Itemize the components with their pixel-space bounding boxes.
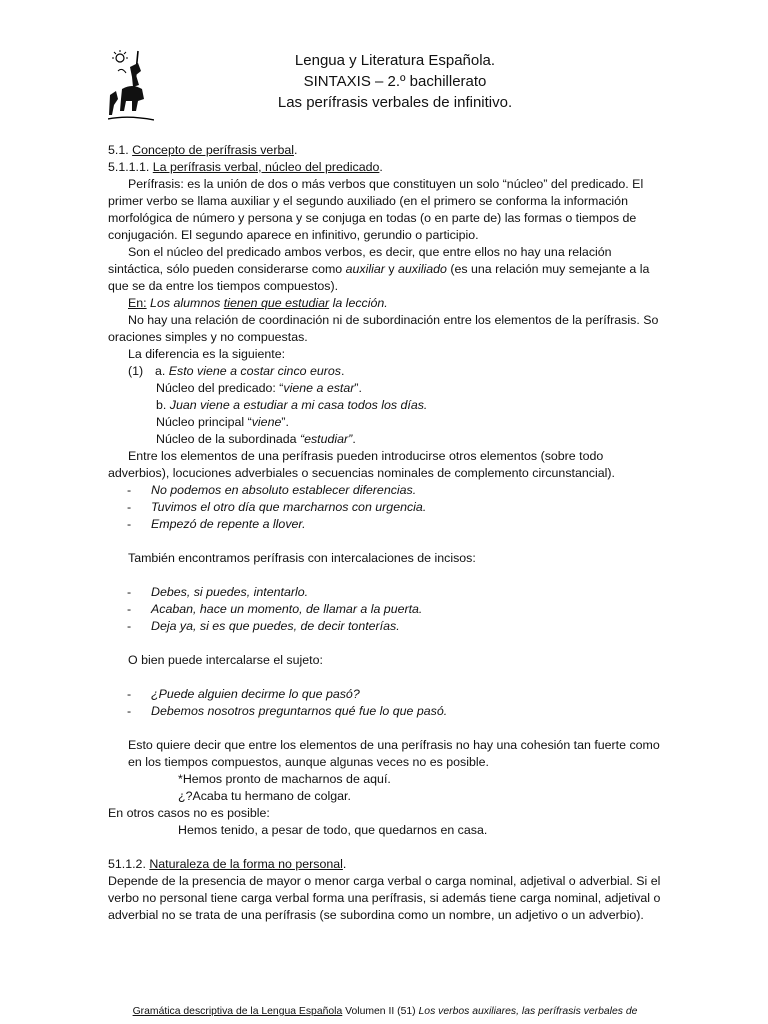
example-1b-main-nucleus: Núcleo principal “viene”. <box>156 415 289 429</box>
list-item: - Deja ya, si es que puedes, de decir tonterías. <box>127 619 400 633</box>
section-heading-5-1-1-1: 5.1.1.1. La perífrasis verbal, núcleo del predicado. <box>108 160 383 174</box>
list-item: - Empezó de repente a llover. <box>127 517 306 531</box>
example-1b: b. Juan viene a estudiar a mi casa todos los días. <box>156 398 428 412</box>
paragraph-definition: Perífrasis: es la unión de dos o más verbos que constituyen un solo “núcleo” del predicado. El primer verbo se llama auxiliar y el segundo auxiliado (en el primero se conforma la información morfológica de número y persona y se conjuga en todas (o en parte de) las formas o tiempos de conjugación. El segundo aparece en infinitivo, gerundio o participio. <box>108 177 644 242</box>
example-1a-nucleus: Núcleo del predicado: “viene a estar”. <box>156 381 362 395</box>
ungrammatical-example-2: ¿?Acaba tu hermano de colgar. <box>178 789 351 803</box>
paragraph-coordination: No hay una relación de coordinación ni de subordinación entre los elementos de la perífrasis. So oraciones simples y no compuestas. <box>108 313 659 344</box>
subject-examples-list <box>108 686 663 720</box>
list-item: - ¿Puede alguien decirme lo que pasó? <box>127 687 360 701</box>
list-item: - No podemos en absoluto establecer diferencias. <box>127 483 417 497</box>
adverb-examples-list <box>108 482 663 533</box>
section-heading-51-1-2: 51.1.2. Naturaleza de la forma no personal. <box>108 857 347 871</box>
difference-intro: La diferencia es la siguiente: <box>128 347 286 361</box>
document-body <box>108 142 663 924</box>
incisos-examples-list <box>108 584 663 635</box>
example-hemos-tenido: Hemos tenido, a pesar de todo, que quedarnos en casa. <box>178 823 488 837</box>
paragraph-nature: Depende de la presencia de mayor o menor carga verbal o carga nominal, adjetival o adverbial. Si el verbo no personal tiene carga verbal forma una perífrasis, si además tiene carga nominal, adjetival o adverbial no se trata de una perífrasis (se subordina como un nombre, un adjetivo o un adverbio). <box>108 874 661 922</box>
section-heading-5-1: 5.1. Concepto de perífrasis verbal. <box>108 143 298 157</box>
don-quixote-logo-icon <box>108 49 154 126</box>
course-subtitle: SINTAXIS – 2.º bachillerato <box>303 73 487 90</box>
example-1b-sub-nucleus: Núcleo de la subordinada “estudiar”. <box>156 432 356 446</box>
course-title: Lengua y Literatura Española. <box>294 52 496 69</box>
example-1a: (1) a. Esto viene a costar cinco euros. <box>128 364 345 378</box>
paragraph-nucleus: Son el núcleo del predicado ambos verbos, es decir, que entre ellos no hay una relación sintáctica, sólo pueden considerarse como auxiliar y auxiliado (es una relación muy semejante a la que se da entre los tiempos compuestos). <box>108 245 650 293</box>
example-en: En: Los alumnos tienen que estudiar la lección. <box>128 296 388 310</box>
list-item: - Debemos nosotros preguntarnos qué fue lo que pasó. <box>127 704 448 718</box>
incisos-intro: También encontramos perífrasis con intercalaciones de incisos: <box>128 551 476 565</box>
other-cases: En otros casos no es posible: <box>108 806 270 820</box>
paragraph-cohesion: Esto quiere decir que entre los elementos de una perífrasis no hay una cohesión tan fuerte como en los tiempos compuestos, aunque algunas veces no es posible. <box>128 738 660 769</box>
paragraph-insertions: Entre los elementos de una perífrasis pueden introducirse otros elementos (sobre todo adverbios), locuciones adverbiales o secuencias nominales de complemento circunstancial). <box>108 449 615 480</box>
list-item: - Acaban, hace un momento, de llamar a la puerta. <box>127 602 423 616</box>
ungrammatical-example-1: *Hemos pronto de macharnos de aquí. <box>178 772 391 786</box>
list-item: - Tuvimos el otro día que marcharnos con urgencia. <box>127 500 427 514</box>
list-item: - Debes, si puedes, intentarlo. <box>127 585 309 599</box>
footer-citation: Gramática descriptiva de la Lengua Española Volumen II (51) Los verbos auxiliares, las perífrasis verbales de <box>132 1006 638 1017</box>
document-header <box>200 50 590 113</box>
page-title: Las perífrasis verbales de infinitivo. <box>277 94 513 111</box>
subject-intro: O bien puede intercalarse el sujeto: <box>128 653 323 667</box>
